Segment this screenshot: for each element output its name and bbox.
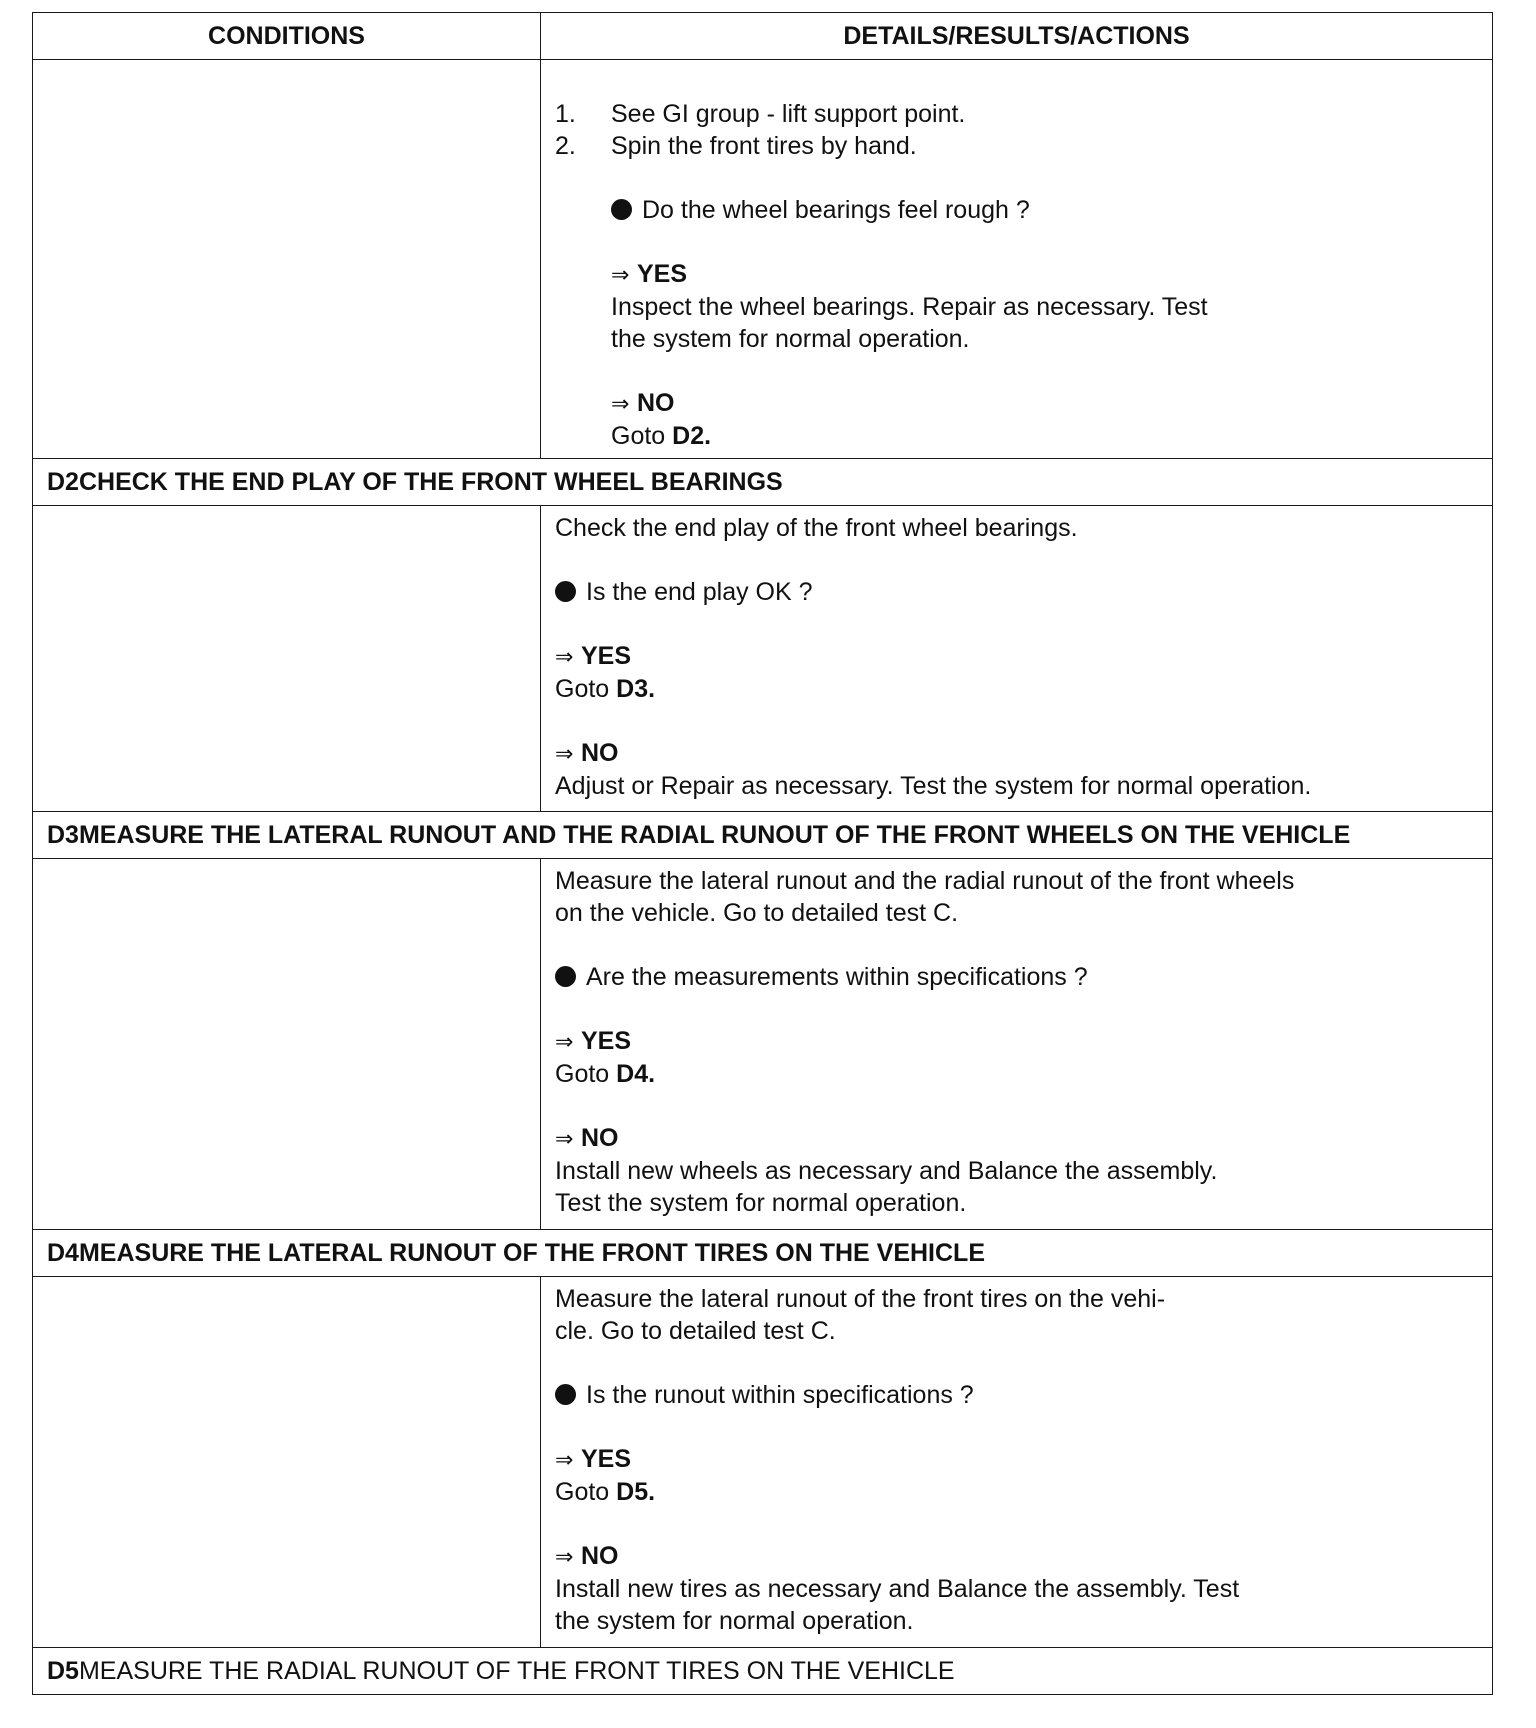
yes-line — [555, 1443, 1478, 1476]
step-d4-body-row — [33, 1277, 1493, 1648]
yes-label: YES — [637, 260, 688, 288]
step-code: D3 — [47, 820, 79, 849]
details-cell — [541, 859, 1493, 1230]
details-cell — [541, 506, 1493, 812]
step-d3-header-row — [33, 812, 1493, 859]
step-d2-header-row — [33, 459, 1493, 506]
goto-target: D3. — [616, 675, 656, 703]
no-line — [555, 1540, 1478, 1573]
step-text: Spin the front tires by hand. — [611, 132, 917, 160]
no-line — [555, 387, 1478, 420]
step-title-text: CHECK THE END PLAY OF THE FRONT WHEEL BEARINGS — [78, 467, 783, 496]
step-title-text: MEASURE THE LATERAL RUNOUT AND THE RADIAL RUNOUT OF THE FRONT WHEELS ON THE VEHICLE — [78, 820, 1351, 849]
details-cell — [541, 60, 1493, 459]
yes-action-text: the system for normal operation. — [611, 325, 970, 353]
conditions-cell — [33, 60, 541, 459]
step-d4-header-row — [33, 1230, 1493, 1277]
no-action-text — [555, 420, 1478, 452]
step-title-text: MEASURE THE RADIAL RUNOUT OF THE FRONT TIRES ON THE VEHICLE — [78, 1656, 955, 1685]
question-text: Is the runout within specifications ? — [586, 1381, 974, 1409]
details-column-header: DETAILS/RESULTS/ACTIONS — [541, 13, 1493, 60]
step-d3-body-row — [33, 859, 1493, 1230]
step-title-text: MEASURE THE LATERAL RUNOUT OF THE FRONT TIRES ON THE VEHICLE — [78, 1238, 985, 1267]
step-number: 1. — [555, 100, 576, 128]
step-code: D5 — [47, 1656, 79, 1685]
no-action-text: Install new wheels as necessary and Balance the assembly. — [555, 1157, 1218, 1185]
instruction-text: Check the end play of the front wheel bearings. — [555, 514, 1078, 542]
arrow-icon: ⇒ — [555, 1544, 574, 1569]
yes-label: YES — [581, 1445, 632, 1473]
no-line — [555, 1122, 1478, 1155]
step-number: 2. — [555, 132, 576, 160]
yes-label: YES — [581, 1027, 632, 1055]
details-cell — [541, 1277, 1493, 1648]
yes-action-text: Inspect the wheel bearings. Repair as necessary. Test — [611, 293, 1208, 321]
numbered-step — [555, 130, 1478, 162]
no-line — [555, 737, 1478, 770]
yes-line — [555, 258, 1478, 291]
no-action-text: Install new tires as necessary and Balance the assembly. Test — [555, 1575, 1240, 1603]
goto-text: Goto — [555, 1478, 610, 1506]
step-title — [33, 1230, 1493, 1277]
yes-action-text — [555, 1058, 1478, 1090]
table-header-row — [33, 13, 1493, 60]
conditions-column-header: CONDITIONS — [33, 13, 541, 60]
numbered-step — [555, 98, 1478, 130]
step-title — [33, 1648, 1493, 1695]
step-code: D2 — [47, 467, 79, 496]
arrow-icon: ⇒ — [555, 741, 574, 766]
bullet-icon — [611, 199, 632, 220]
step-d5-header-row — [33, 1648, 1493, 1695]
goto-target: D2. — [672, 422, 712, 450]
conditions-cell — [33, 506, 541, 812]
bullet-icon — [555, 581, 576, 602]
no-label: NO — [637, 389, 675, 417]
no-label: NO — [581, 1124, 619, 1152]
question-line — [555, 1379, 1478, 1411]
instruction-text: Measure the lateral runout and the radial runout of the front wheels — [555, 867, 1295, 895]
step-code: D4 — [47, 1238, 79, 1267]
conditions-cell — [33, 1277, 541, 1648]
yes-line — [555, 640, 1478, 673]
arrow-icon: ⇒ — [555, 1447, 574, 1472]
yes-action-text — [555, 1476, 1478, 1508]
no-label: NO — [581, 739, 619, 767]
question-text: Are the measurements within specifications ? — [586, 963, 1088, 991]
arrow-icon: ⇒ — [555, 1126, 574, 1151]
instruction-text: Measure the lateral runout of the front tires on the vehi- — [555, 1285, 1166, 1313]
step-d1-body-row — [33, 60, 1493, 459]
question-line — [555, 576, 1478, 608]
conditions-cell — [33, 859, 541, 1230]
no-action-text: the system for normal operation. — [555, 1607, 914, 1635]
yes-line — [555, 1025, 1478, 1058]
goto-text: Goto — [555, 1060, 610, 1088]
arrow-icon: ⇒ — [555, 644, 574, 669]
step-d2-body-row — [33, 506, 1493, 812]
yes-action-text — [555, 673, 1478, 705]
arrow-icon: ⇒ — [611, 262, 630, 287]
no-action-text: Test the system for normal operation. — [555, 1189, 967, 1217]
diagnostic-table — [32, 12, 1493, 1695]
arrow-icon: ⇒ — [555, 1029, 574, 1054]
goto-text: Goto — [555, 675, 610, 703]
question-line — [555, 194, 1478, 226]
arrow-icon: ⇒ — [611, 391, 630, 416]
no-label: NO — [581, 1542, 619, 1570]
goto-target: D5. — [616, 1478, 656, 1506]
yes-label: YES — [581, 642, 632, 670]
step-title — [33, 459, 1493, 506]
bullet-icon — [555, 1384, 576, 1405]
question-line — [555, 961, 1478, 993]
no-action-text: Adjust or Repair as necessary. Test the system for normal operation. — [555, 772, 1312, 800]
instruction-text: cle. Go to detailed test C. — [555, 1317, 836, 1345]
step-text: See GI group - lift support point. — [611, 100, 966, 128]
goto-target: D4. — [616, 1060, 656, 1088]
instruction-text: on the vehicle. Go to detailed test C. — [555, 899, 959, 927]
goto-text: Goto — [611, 422, 666, 450]
question-text: Is the end play OK ? — [586, 578, 813, 606]
diagnostic-table-page — [32, 12, 1492, 1695]
bullet-icon — [555, 966, 576, 987]
step-title — [33, 812, 1493, 859]
question-text: Do the wheel bearings feel rough ? — [642, 196, 1030, 224]
